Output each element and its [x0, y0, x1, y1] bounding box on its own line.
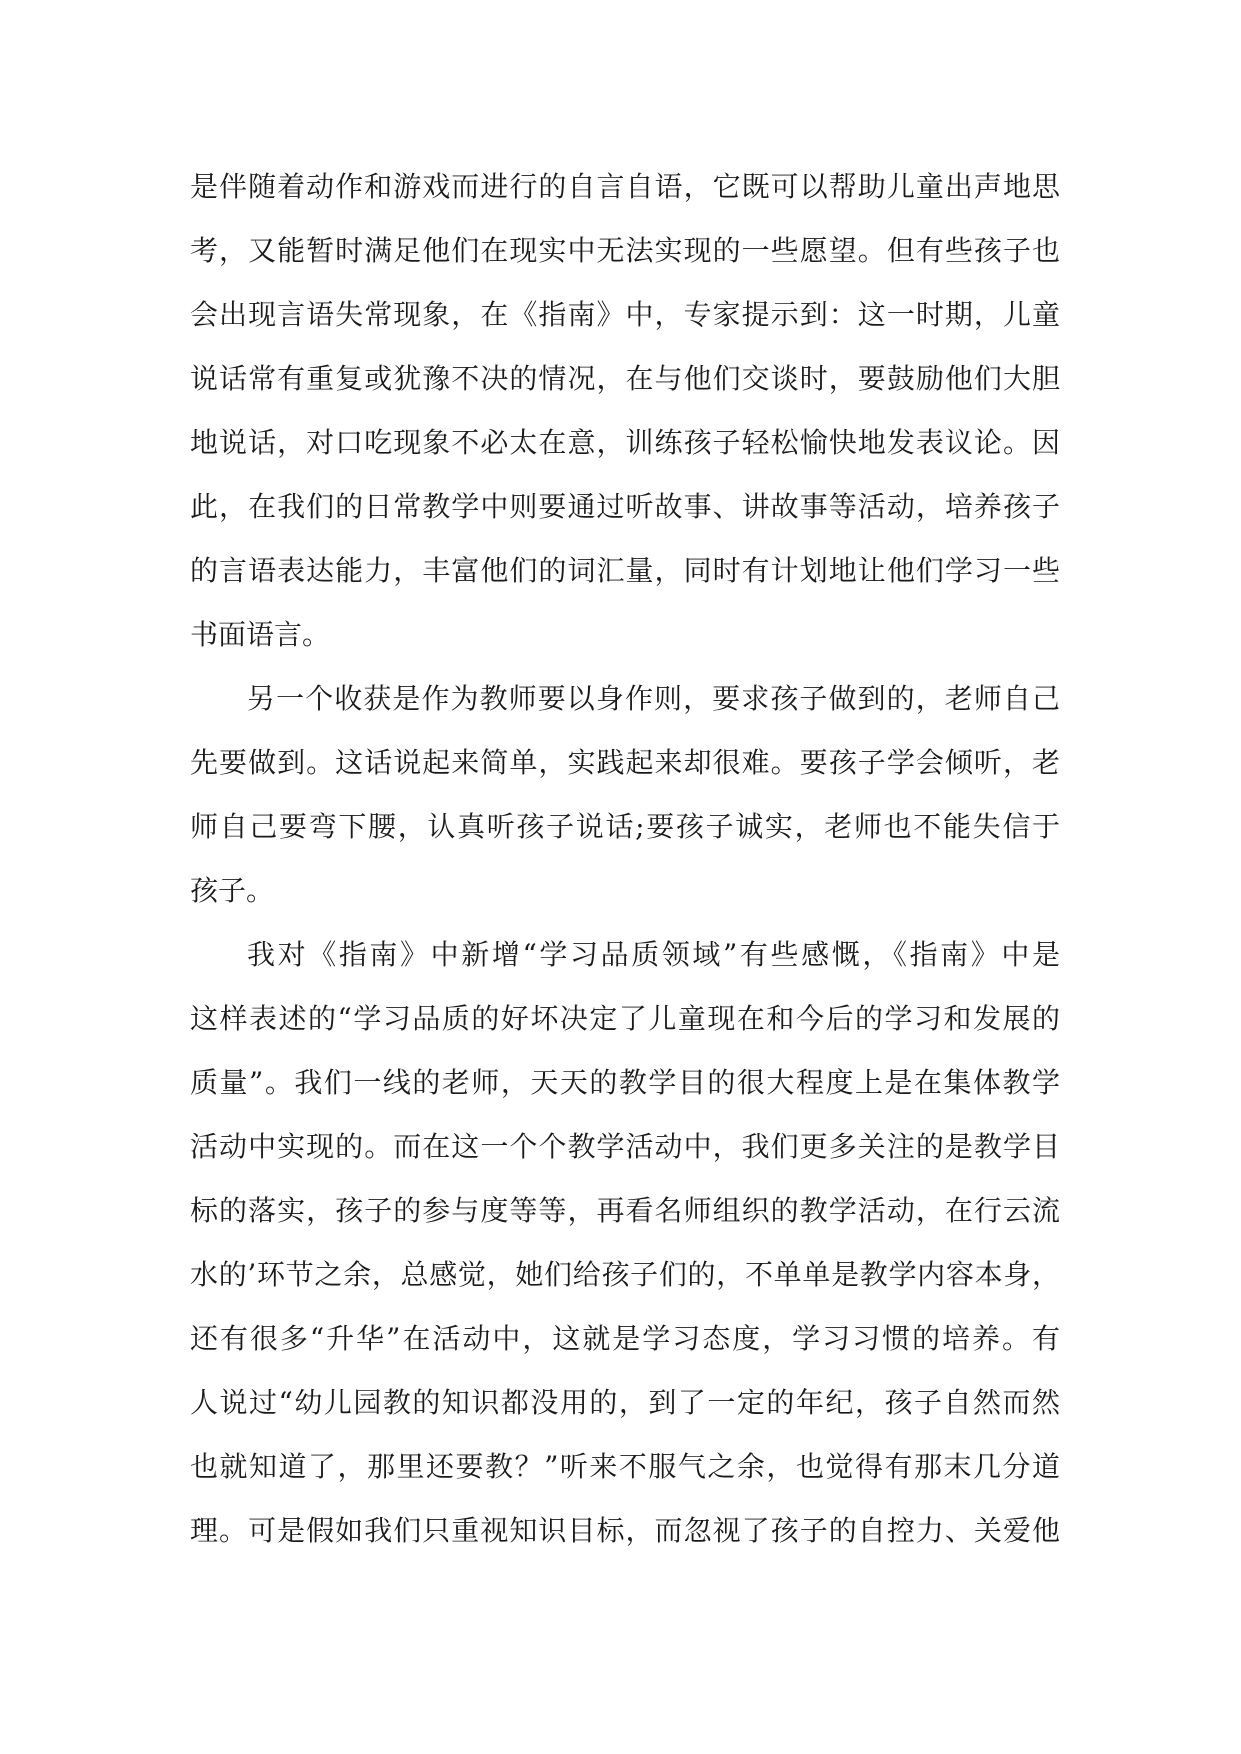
text-line: 水的’环节之余，总感觉，她们给孩子们的，不单单是教学内容本身， [190, 1258, 1060, 1291]
text-line: 此，在我们的日常教学中则要通过听故事、讲故事等活动，培养孩子 [190, 490, 1060, 523]
text-line: 也就知道了，那里还要教？”听来不服气之余，也觉得有那末几分道 [190, 1450, 1060, 1483]
text-line: 这样表述的“学习品质的好坏决定了儿童现在和今后的学习和发展的 [190, 1002, 1060, 1035]
text-line: 的言语表达能力，丰富他们的词汇量，同时有计划地让他们学习一些 [190, 554, 1060, 587]
text-line: 我对《指南》中新增“学习品质领域”有些感慨，《指南》中是 [247, 938, 1060, 971]
text-line: 标的落实，孩子的参与度等等，再看名师组织的教学活动，在行云流 [190, 1194, 1060, 1227]
text-line: 地说话，对口吃现象不必太在意，训练孩子轻松愉快地发表议论。因 [190, 426, 1060, 459]
text-line: 还有很多“升华”在活动中，这就是学习态度，学习习惯的培养。有 [190, 1322, 1060, 1355]
text-line: 人说过“幼儿园教的知识都没用的，到了一定的年纪，孩子自然而然 [190, 1386, 1060, 1419]
text-line: 考，又能暂时满足他们在现实中无法实现的一些愿望。但有些孩子也 [190, 234, 1060, 267]
text-line: 活动中实现的。而在这一个个教学活动中，我们更多关注的是教学目 [190, 1130, 1060, 1163]
text-line: 说话常有重复或犹豫不决的情况，在与他们交谈时，要鼓励他们大胆 [190, 362, 1060, 395]
text-line: 另一个收获是作为教师要以身作则，要求孩子做到的，老师自己 [247, 682, 1060, 715]
text-line: 理。可是假如我们只重视知识目标，而忽视了孩子的自控力、关爱他 [190, 1514, 1060, 1547]
text-line: 是伴随着动作和游戏而进行的自言自语，它既可以帮助儿童出声地思 [190, 170, 1060, 203]
text-line: 孩子。 [190, 874, 275, 907]
text-line: 师自己要弯下腰，认真听孩子说话;要孩子诚实，老师也不能失信于 [190, 810, 1060, 843]
text-line: 先要做到。这话说起来简单，实践起来却很难。要孩子学会倾听，老 [190, 746, 1060, 779]
text-line: 书面语言。 [190, 618, 331, 651]
text-line: 会出现言语失常现象，在《指南》中，专家提示到：这一时期，儿童 [190, 298, 1060, 331]
body-text [190, 155, 1060, 1563]
text-line: 质量”。我们一线的老师，天天的教学目的很大程度上是在集体教学 [190, 1066, 1060, 1099]
